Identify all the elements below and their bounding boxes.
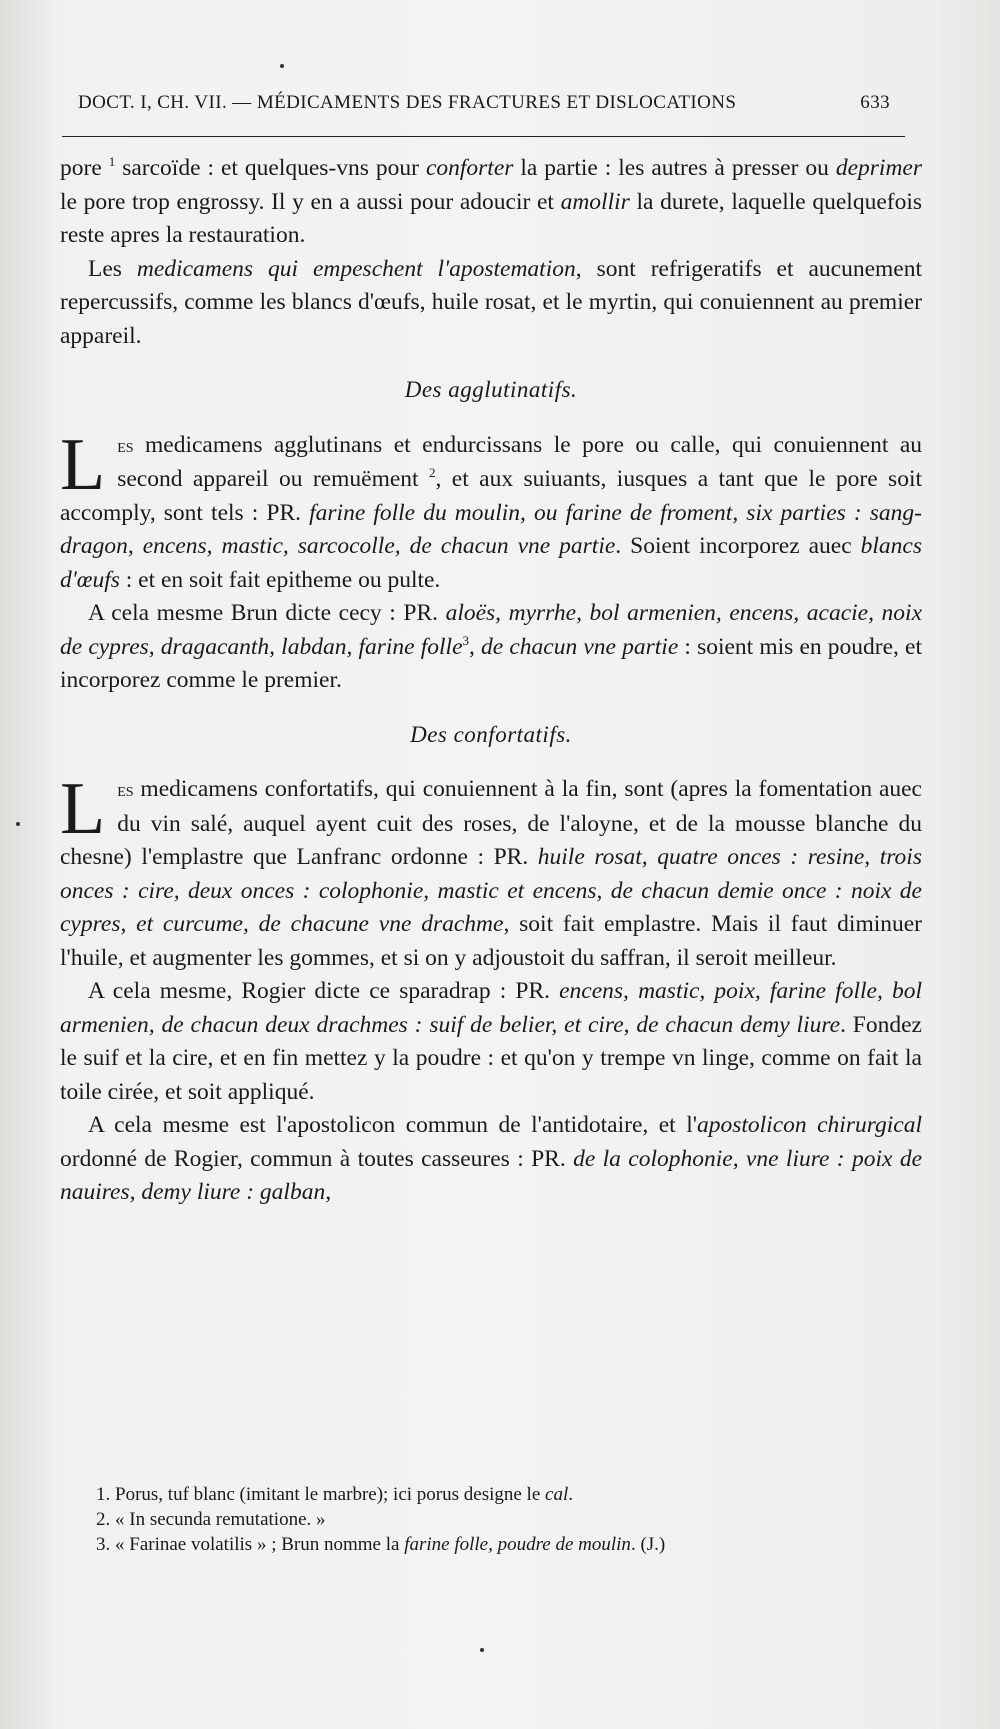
- page-number: 633: [860, 92, 890, 113]
- paragraph-3: Les medicamens agglutinans et endurcissans le pore ou calle, qui conuiennent au second appareil ou remuëment $^2$, et aux suiuants, iusques a tant que le pore soit accomply, sont tels : PR. farine folle du moulin, ou farine de froment, six parties : sang-dragon, encens, mastic, sarcocolle, de chacun vne partie. Soient incorporez auec blancs d'œufs : et en soit fait epitheme ou pulte.: [60, 423, 923, 593]
- main-text: [60, 152, 922, 1210]
- section-title-confortatifs: Des confortatifs.: [410, 721, 572, 747]
- paragraph-1: pore $^1$ sarcoïde : et quelques-vns pour conforter la partie : les autres à presser ou deprimer le pore trop engrossy. Il y en a aussi pour adoucir et amollir la durete, laquelle quelquefois reste apres la restauration.: [60, 154, 922, 248]
- section-title-agglutinatifs: Des agglutinatifs.: [404, 377, 578, 402]
- speck-mark: [280, 64, 284, 68]
- paragraph-7: A cela mesme est l'apostolicon commun de l'antidotaire, et l'apostolicon chirurgical ordonné de Rogier, commun à toutes casseures : PR. de la colophonie, vne liure : poix de nauires, demy liure : galban,: [60, 1112, 922, 1205]
- drop-cap: L: [60, 423, 106, 506]
- footnote-ref-2: 2: [428, 465, 436, 480]
- running-title: DOCT. I, CH. VII. — MÉDICAMENTS DES FRACTURES ET DISLOCATIONS: [78, 92, 737, 113]
- footnotes: [96, 1482, 896, 1557]
- speck-mark: [16, 822, 20, 826]
- footnote-ref-1: 1: [108, 154, 116, 169]
- drop-cap: L: [60, 768, 106, 850]
- footnote-2: 2. « In secunda remutatione. »: [96, 1509, 326, 1530]
- footnote-1: 1. Porus, tuf blanc (imitant le marbre); ici porus designe le cal.: [96, 1484, 573, 1505]
- speck-mark: [480, 1648, 484, 1652]
- header-rule: [62, 136, 905, 137]
- running-header: [78, 92, 890, 114]
- footnote-ref-3: 3: [462, 632, 470, 648]
- paragraph-4: A cela mesme Brun dicte cecy : PR. aloës, myrrhe, bol armenien, encens, acacie, noix de cypres, dragacanth, labdan, farine folle$^3$, de chacun vne partie : soient mis en poudre, et incorporez comme le premier.: [60, 600, 923, 693]
- paragraph-2: Les medicamens qui empeschent l'apostemation, sont refrigeratifs et aucunement repercussifs, comme les blancs d'œufs, huile rosat, et le myrtin, qui conuiennent au premier appareil.: [60, 255, 922, 349]
- paragraph-6: A cela mesme, Rogier dicte ce sparadrap : PR. encens, mastic, poix, farine folle, bol armenien, de chacun deux drachmes : suif de belier, et cire, de chacun demy liure. Fondez le suif et la cire, et en fin mettez y la poudre : et qu'on y trempe vn linge, comme on fait la toile cirée, et soit appliqué.: [60, 978, 922, 1105]
- footnote-3: 3. « Farinae volatilis » ; Brun nomme la farine folle, poudre de moulin. (J.): [96, 1534, 666, 1555]
- paragraph-5: Les medicamens confortatifs, qui conuiennent à la fin, sont (apres la fomentation auec du vin salé, auquel ayent cuit des roses, de l'aloyne, et de la mousse blanche du chesne) l'emplastre que Lanfranc ordonne : PR. huile rosat, quatre onces : resine, trois onces : cire, deux onces : colophonie, mastic et encens, de chacun demie once : noix de cypres, et curcume, de chacune vne drachme, soit fait emplastre. Mais il faut diminuer l'huile, et augmenter les gommes, et si on y adjoustoit du saffran, il seroit meilleur.: [60, 768, 923, 971]
